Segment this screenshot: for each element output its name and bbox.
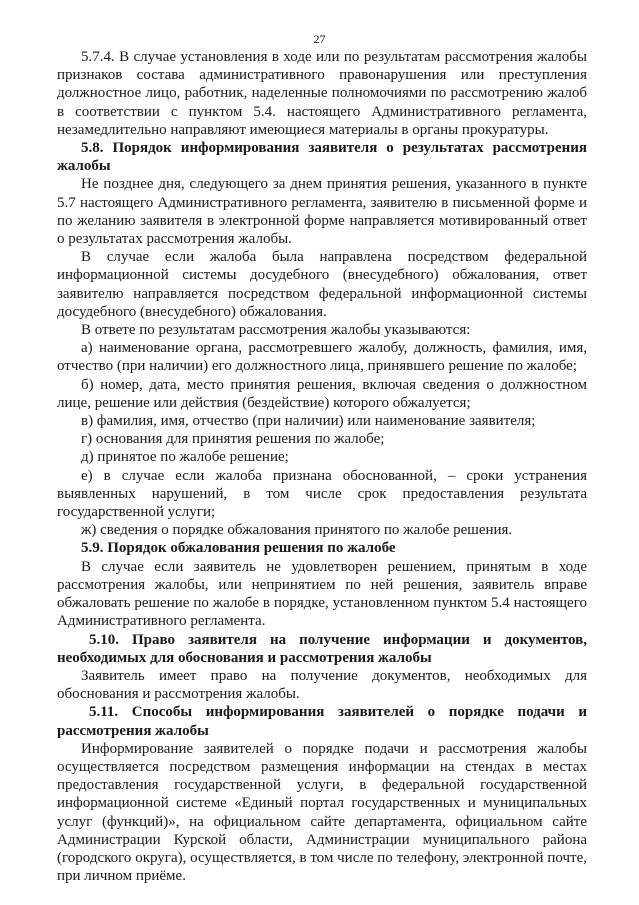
paragraph-5-7-4: 5.7.4. В случае установления в ходе или по результатам рассмотрения жалобы признаков состава административного правонарушения или преступления должностное лицо, работник, наделенные полномочиями по рассмотрению жалоб в соответствии с пунктом 5.4. настоящего Административного регламента, незамедлительно направляют имеющиеся материалы в органы прокуратуры.	[57, 49, 587, 138]
paragraph: В ответе по результатам рассмотрения жалобы указываются:	[81, 322, 471, 339]
list-item-b: б) номер, дата, место принятия решения, включая сведения о должностном лице, решение или действия (бездействие) которого обжалуется;	[57, 376, 587, 411]
heading-5-9: 5.9. Порядок обжалования решения по жалобе	[81, 540, 396, 557]
page-number: 27	[313, 32, 326, 46]
paragraph: В случае если жалоба была направлена посредством федеральной информационной системы досудебного (внесудебного) обжалования, ответ заявителю направляется посредством федеральной информационной системы досудебного (внесудебного) обжалования.	[57, 249, 587, 320]
paragraph: В случае если заявитель не удовлетворен решением, принятым в ходе рассмотрения жалобы, или непринятием по ней решения, заявитель вправе обжаловать решение по жалобе в порядке, установленном пунктом 5.4 настоящего Административного регламента.	[57, 558, 587, 630]
list-item-d: д) принятое по жалобе решение;	[81, 449, 289, 466]
list-item-g: г) основания для принятия решения по жалобе;	[81, 431, 385, 448]
list-item-a: а) наименование органа, рассмотревшего жалобу, должность, фамилия, имя, отчество (при наличии) его должностного лица, принявшего решение по жалобе;	[57, 340, 587, 375]
paragraph: Заявитель имеет право на получение документов, необходимых для обоснования и рассмотрения жалобы.	[57, 667, 587, 703]
paragraph: Информирование заявителей о порядке подачи и рассмотрения жалобы осуществляется посредством размещения информации на стендах в местах предоставления государственной услуги, в федеральной государственной информационной системе «Единый портал государственных и муниципальных услуг (функций)», на официальном сайте департамента, официальном сайте Администрации Курской области, Администрации муниципального района (городского округа), осуществляется, в том числе по телефону, электронной почте, при личном приёме.	[57, 740, 587, 885]
heading-5-8: 5.8. Порядок информирования заявителя о результатах рассмотрения жалобы	[57, 140, 587, 175]
paragraph: Не позднее дня, следующего за днем принятия решения, указанного в пункте 5.7 настоящего Административного регламента, заявителю в письменной форме и по желанию заявителя в электронной форме направляется мотивированный ответ о результатах рассмотрения жалобы.	[57, 176, 587, 248]
document-body	[57, 48, 587, 885]
list-item-v: в) фамилия, имя, отчество (при наличии) или наименование заявителя;	[81, 413, 536, 430]
heading-5-11: 5.11. Способы информирования заявителей о порядке подачи и рассмотрения жалобы	[57, 704, 587, 739]
list-item-zh: ж) сведения о порядке обжалования принятого по жалобе решения.	[81, 522, 513, 539]
list-item-e: е) в случае если жалоба признана обоснованной, – сроки устранения выявленных нарушений, в том числе срок предоставления результата государственной услуги;	[57, 467, 587, 521]
heading-5-10: 5.10. Право заявителя на получение информации и документов, необходимых для обоснования и рассмотрения жалобы	[57, 631, 587, 666]
